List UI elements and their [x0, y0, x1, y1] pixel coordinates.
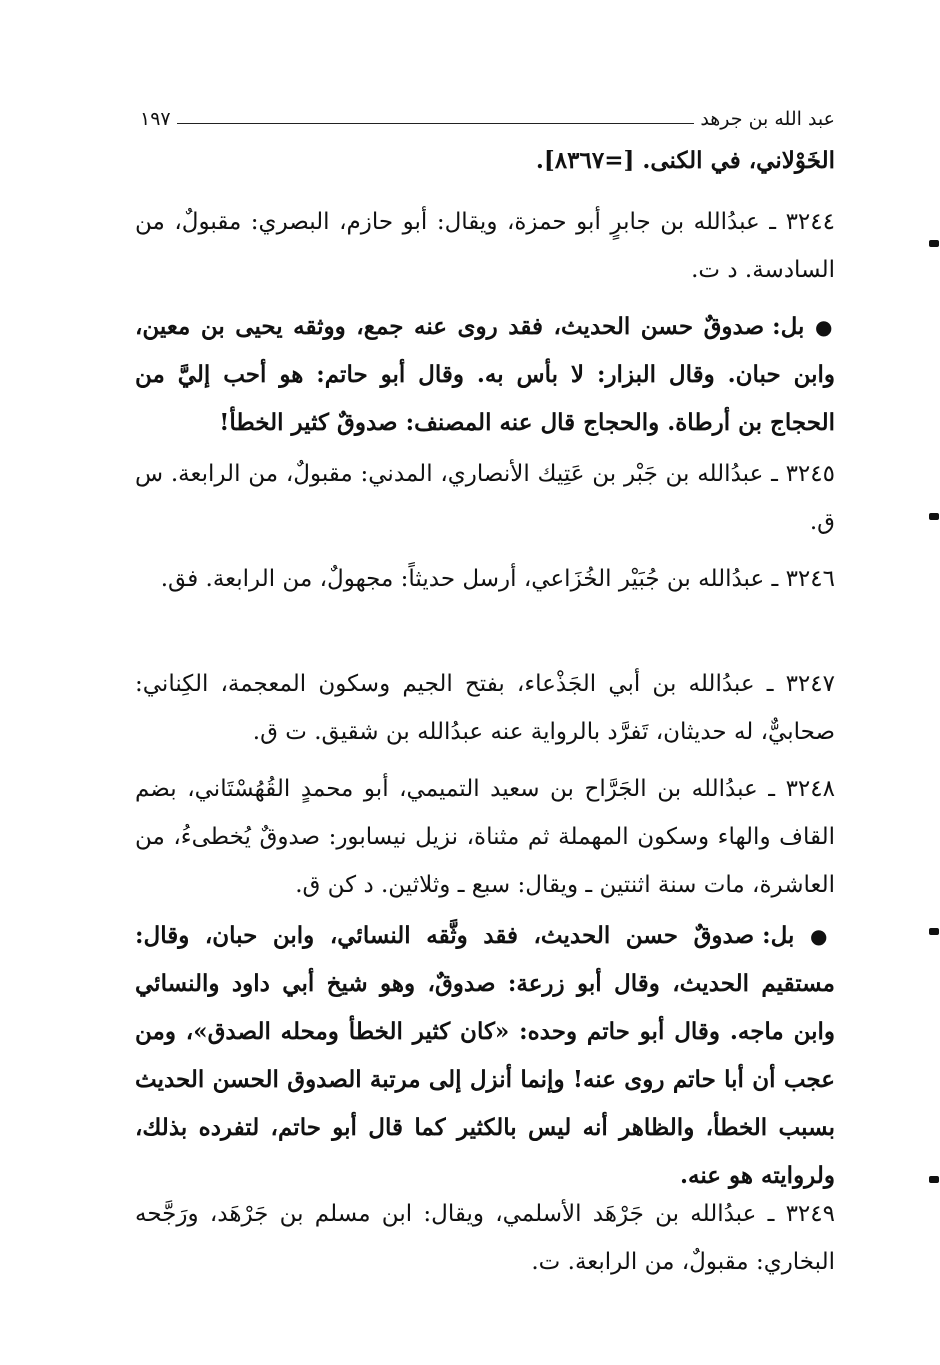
- margin-mark: [929, 240, 939, 247]
- entry-3244: ٣٢٤٤ ـ عبدُالله بن جابرٍ أبو حمزة، ويقال: أبو حازم، البصري: مقبولٌ، من السادسة. د ت.: [135, 209, 835, 283]
- entry-continuation: الخَوْلاني، في الكنى. [=٨٣٦٧].: [535, 147, 835, 174]
- margin-mark: [929, 1176, 939, 1183]
- margin-mark: [929, 513, 939, 520]
- entry-3245: ٣٢٤٥ ـ عبدُالله بن جَبْر بن عَتِيك الأنصاري، المدني: مقبولٌ، من الرابعة. س ق.: [135, 461, 835, 535]
- bullet-icon: ●: [810, 924, 835, 948]
- page-header: [140, 96, 835, 130]
- header-rule: [177, 123, 695, 124]
- entry-3247: ٣٢٤٧ ـ عبدُالله بن أبي الجَذْعاء، بفتح الجيم وسكون المعجمة، الكِناني: صحابيٌّ، له حديثان، تَفرَّد بالرواية عنه عبدُالله بن شقيق. ت ق.: [135, 671, 835, 745]
- entry-3248: ٣٢٤٨ ـ عبدُالله بن الجَرَّاح بن سعيد التميمي، أبو محمدٍ القُهُسْتَاني، بضم القاف والهاء وسكون المهملة ثم مثناة، نزيل نيسابور: صدوقٌ يُخطىءُ، من العاشرة، مات سنة اثنتين ـ ويقال: سبع ـ وثلاثين. د كن ق.: [135, 776, 835, 898]
- commentary-3248: ● بل: صدوقٌ حسن الحديث، فقد وثَّقه النسائي، وابن حبان، وقال: مستقيم الحديث، وقال أبو زرعة: صدوقٌ، وهو شيخ أبي داود والنسائي وابن ماجه. وقال أبو حاتم وحده: «كان كثير الخطأ ومحله الصدق»، ومن عجب أن أبا حاتم روى عنه! وإنما أنزل إلى مرتبة الصدوق الحسن الحديث بسبب الخطأ، والظاهر أنه ليس بالكثير كما قال أبو حاتم، لتفرده بذلك، ولروايته هو عنه.: [135, 922, 835, 1189]
- bullet-icon: ●: [815, 315, 835, 339]
- page-number: ١٩٧: [140, 108, 171, 130]
- entry-3249: ٣٢٤٩ ـ عبدُالله بن جَرْهَد الأسلمي، ويقال: ابن مسلم بن جَرْهَد، ورَجَّحه البخاري: مقبولٌ، من الرابعة. ت.: [135, 1201, 835, 1275]
- commentary-3244: ● بل: صدوقٌ حسن الحديث، فقد روى عنه جمع، ووثقه يحيى بن معين، وابن حبان. وقال البزار: لا بأس به. وقال أبو حاتم: هو أحب إليَّ من الحجاج بن أرطاة. والحجاج قال عنه المصنف: صدوقٌ كثير الخطأ!: [135, 313, 835, 436]
- entry-3246: ٣٢٤٦ ـ عبدُالله بن جُبَيْر الخُزَاعي، أرسل حديثاً: مجهولٌ، من الرابعة. فق.: [160, 566, 835, 592]
- running-title: عبد الله بن جرهد: [700, 108, 835, 130]
- margin-mark: [929, 928, 939, 935]
